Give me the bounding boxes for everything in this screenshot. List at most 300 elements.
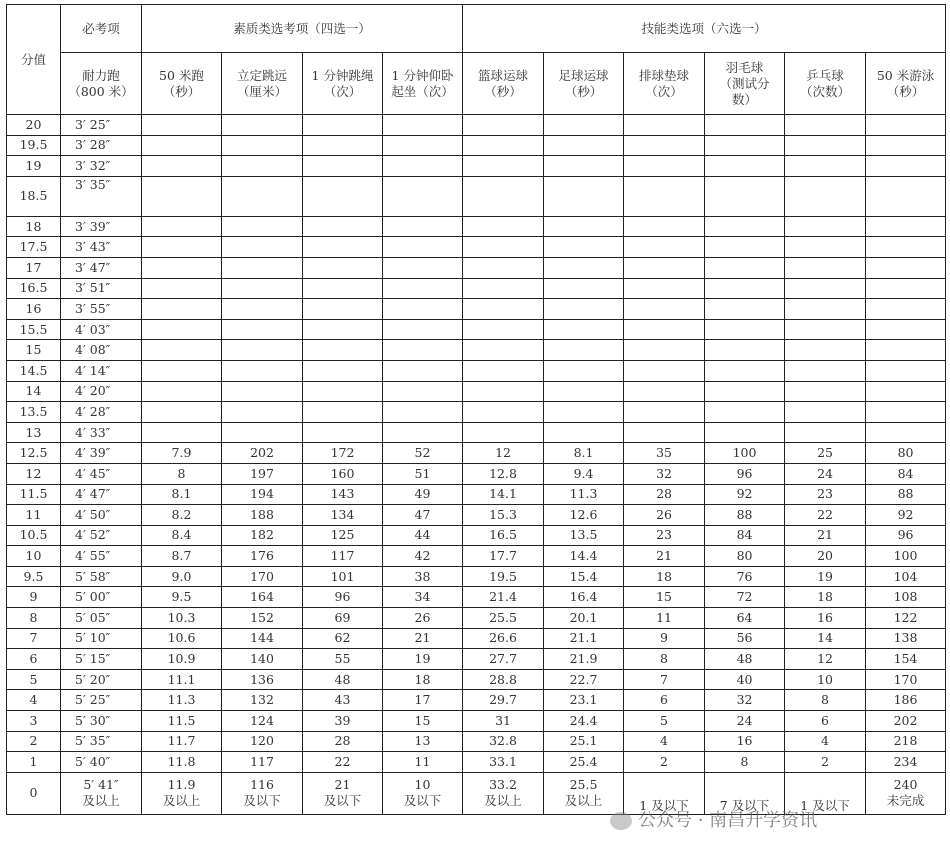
value-cell [624,237,705,258]
value-cell: 202 [222,443,303,464]
column-header [544,53,624,115]
score-cell: 0 [7,772,61,814]
value-cell: 176 [222,546,303,567]
value-cell [705,402,785,423]
watermark [610,806,817,832]
table-row [7,608,946,629]
value-cell [303,381,383,402]
value-cell: 22 [303,752,383,773]
value-cell: 14 [785,628,866,649]
run-time-cell: 4′ 39″ [61,443,142,464]
value-cell [544,176,624,216]
table-body [7,115,946,815]
value-cell [624,278,705,299]
value-cell [544,115,624,136]
value-cell: 42 [383,546,463,567]
run-time-cell: 3′ 47″ [61,257,142,278]
value-cell: 39 [303,711,383,732]
value-cell: 96 [866,525,946,546]
value-cell [142,402,222,423]
threshold-note: 未完成 [886,793,925,809]
value-cell [463,340,544,361]
column-header-line: （秒） [564,83,603,99]
value-cell [866,340,946,361]
table-row [7,546,946,567]
value-cell: 96 [705,463,785,484]
value-cell: 38 [383,566,463,587]
value-cell [544,216,624,237]
value-cell: 9.4 [544,463,624,484]
table-row [7,484,946,505]
value-cell: 25.1 [544,731,624,752]
value-cell: 14.4 [544,546,624,567]
value-cell [705,216,785,237]
value-cell [544,340,624,361]
value-cell: 8 [705,752,785,773]
value-cell [303,319,383,340]
threshold-value: 240 [893,777,918,793]
value-cell [463,216,544,237]
value-cell [463,257,544,278]
score-cell: 14 [7,381,61,402]
value-cell [544,381,624,402]
value-cell: 43 [303,690,383,711]
value-cell [463,772,544,814]
value-cell: 7 [624,669,705,690]
value-cell [383,319,463,340]
value-cell [705,176,785,216]
value-cell: 62 [303,628,383,649]
column-header [785,53,866,115]
value-cell: 8.1 [544,443,624,464]
score-cell: 17 [7,257,61,278]
column-header-row [7,53,946,115]
value-cell: 14.1 [463,484,544,505]
value-cell [303,115,383,136]
value-cell [866,422,946,443]
value-cell [785,237,866,258]
threshold-note: 及以下 [323,793,362,809]
value-cell: 9.5 [142,587,222,608]
value-cell: 197 [222,463,303,484]
value-cell: 25.5 [463,608,544,629]
value-cell: 15 [383,711,463,732]
column-header-line: 起坐（次） [391,83,454,99]
run-time-cell: 4′ 08″ [61,340,142,361]
value-cell: 136 [222,669,303,690]
threshold-note: 及以上 [162,793,201,809]
value-cell: 7.9 [142,443,222,464]
value-cell: 188 [222,505,303,526]
run-time-cell: 4′ 55″ [61,546,142,567]
value-cell: 88 [866,484,946,505]
score-cell: 13 [7,422,61,443]
value-cell: 32.8 [463,731,544,752]
score-cell: 15 [7,340,61,361]
score-cell: 19 [7,156,61,177]
value-cell [383,299,463,320]
value-cell [866,237,946,258]
run-time-cell: 5′ 05″ [61,608,142,629]
value-cell: 12 [463,443,544,464]
value-cell: 24 [705,711,785,732]
value-cell [624,381,705,402]
value-cell [222,135,303,156]
value-cell [142,340,222,361]
score-cell: 1 [7,752,61,773]
value-cell [866,299,946,320]
value-cell [383,135,463,156]
table-row [7,628,946,649]
run-time-cell: 4′ 28″ [61,402,142,423]
value-cell: 8.2 [142,505,222,526]
value-cell [624,257,705,278]
value-cell: 234 [866,752,946,773]
value-cell [303,772,383,814]
run-time-cell: 4′ 47″ [61,484,142,505]
value-cell [785,156,866,177]
column-header-line: 篮球运球 [478,67,529,83]
value-cell [866,772,946,814]
value-cell: 6 [785,711,866,732]
value-cell: 21 [785,525,866,546]
column-header-line: 耐力跑 [82,67,120,83]
value-cell [544,156,624,177]
value-cell: 15.3 [463,505,544,526]
value-cell: 8.7 [142,546,222,567]
value-cell: 11.1 [142,669,222,690]
value-cell [383,340,463,361]
value-cell [383,278,463,299]
threshold-note: 及以上 [82,793,120,809]
run-time-cell: 5′ 30″ [61,711,142,732]
value-cell [624,176,705,216]
header-skill-group: 技能类选项（六选一） [463,5,946,53]
value-cell [705,340,785,361]
value-cell [785,402,866,423]
column-header [624,53,705,115]
value-cell: 8 [142,463,222,484]
value-cell [142,772,222,814]
value-cell [142,299,222,320]
value-cell [222,216,303,237]
table-row [7,115,946,136]
value-cell: 64 [705,608,785,629]
table-row [7,402,946,423]
score-cell: 7 [7,628,61,649]
value-cell: 23 [624,525,705,546]
value-cell [303,422,383,443]
value-cell [142,381,222,402]
value-cell: 28.8 [463,669,544,690]
value-cell [222,237,303,258]
value-cell [463,237,544,258]
run-time-cell: 4′ 14″ [61,360,142,381]
value-cell: 17 [383,690,463,711]
value-cell: 92 [866,505,946,526]
value-cell: 32 [624,463,705,484]
table-row [7,669,946,690]
column-header-line: 1 分钟仰卧 [391,67,454,83]
value-cell: 170 [222,566,303,587]
value-cell [303,340,383,361]
value-cell: 182 [222,525,303,546]
value-cell: 11 [624,608,705,629]
value-cell: 140 [222,649,303,670]
column-header-line: （秒） [484,83,522,99]
value-cell: 144 [222,628,303,649]
value-cell [303,402,383,423]
value-cell: 26 [383,608,463,629]
value-cell: 20.1 [544,608,624,629]
value-cell [222,257,303,278]
column-header [61,53,142,115]
table-row [7,216,946,237]
wechat-icon [610,812,632,830]
value-cell: 172 [303,443,383,464]
run-time-cell: 4′ 45″ [61,463,142,484]
value-cell [142,176,222,216]
value-cell: 15 [624,587,705,608]
value-cell [383,360,463,381]
column-header [142,53,222,115]
run-time-cell: 5′ 58″ [61,566,142,587]
run-time-cell: 5′ 35″ [61,731,142,752]
column-header-line: （次数） [800,83,851,99]
value-cell: 2 [624,752,705,773]
value-cell [303,360,383,381]
value-cell [785,422,866,443]
value-cell: 76 [705,566,785,587]
value-cell [544,319,624,340]
value-cell [785,381,866,402]
threshold-note: 及以下 [243,793,281,809]
value-cell: 19 [383,649,463,670]
value-cell [142,216,222,237]
value-cell: 11.3 [142,690,222,711]
table-row [7,525,946,546]
value-cell [544,422,624,443]
table-row [7,278,946,299]
run-time-cell: 3′ 43″ [61,237,142,258]
column-header-line: 足球运球 [558,67,609,83]
threshold-value: 21 [334,777,351,793]
value-cell: 35 [624,443,705,464]
column-header-line: 数） [732,91,758,107]
value-cell: 80 [866,443,946,464]
value-cell [705,278,785,299]
value-cell [705,115,785,136]
value-cell: 12.6 [544,505,624,526]
run-time-cell: 3′ 28″ [61,135,142,156]
value-cell: 72 [705,587,785,608]
value-cell [624,135,705,156]
run-time-cell: 5′ 20″ [61,669,142,690]
score-cell: 17.5 [7,237,61,258]
value-cell: 100 [705,443,785,464]
column-header [866,53,946,115]
value-cell [383,381,463,402]
value-cell: 4 [785,731,866,752]
value-cell [303,257,383,278]
value-cell: 125 [303,525,383,546]
score-cell: 18 [7,216,61,237]
value-cell [383,257,463,278]
value-cell [866,216,946,237]
value-cell [463,360,544,381]
value-cell: 84 [705,525,785,546]
header-fitness-group: 素质类选考项（四选一） [142,5,463,53]
value-cell: 48 [303,669,383,690]
value-cell: 202 [866,711,946,732]
table-row [7,566,946,587]
threshold-value: 33.2 [489,777,517,793]
value-cell: 25 [785,443,866,464]
value-cell [705,156,785,177]
value-cell: 19.5 [463,566,544,587]
value-cell [866,360,946,381]
value-cell: 170 [866,669,946,690]
value-cell [303,176,383,216]
value-cell [303,135,383,156]
column-header-line: 50 米跑 [159,67,204,83]
threshold-note: 1 及以下 [639,797,689,813]
value-cell: 32 [705,690,785,711]
threshold-note: 1 及以下 [800,797,850,813]
value-cell [866,257,946,278]
value-cell: 48 [705,649,785,670]
value-cell [142,115,222,136]
value-cell [785,278,866,299]
value-cell [866,156,946,177]
threshold-note: 及以上 [564,793,603,809]
score-cell: 12.5 [7,443,61,464]
value-cell [142,319,222,340]
score-cell: 19.5 [7,135,61,156]
run-time-cell: 3′ 35″ [61,176,142,216]
value-cell [624,156,705,177]
value-cell: 11.8 [142,752,222,773]
table-row [7,237,946,258]
value-cell [383,156,463,177]
value-cell: 11.5 [142,711,222,732]
value-cell: 29.7 [463,690,544,711]
value-cell [222,422,303,443]
column-header [222,53,303,115]
value-cell: 22.7 [544,669,624,690]
value-cell: 47 [383,505,463,526]
score-cell: 9.5 [7,566,61,587]
score-cell: 20 [7,115,61,136]
value-cell [222,115,303,136]
value-cell [624,402,705,423]
value-cell [785,115,866,136]
table-row [7,340,946,361]
column-header-line: （测试分 [719,75,770,91]
value-cell: 26.6 [463,628,544,649]
value-cell [705,319,785,340]
value-cell [544,360,624,381]
value-cell: 28 [624,484,705,505]
run-time-cell: 5′ 00″ [61,587,142,608]
value-cell [624,340,705,361]
column-header-line: （厘米） [236,83,287,99]
score-cell: 11 [7,505,61,526]
value-cell [463,135,544,156]
score-cell: 16 [7,299,61,320]
table-row [7,156,946,177]
table-row [7,463,946,484]
value-cell [705,299,785,320]
value-cell [866,135,946,156]
value-cell: 96 [303,587,383,608]
value-cell [222,156,303,177]
value-cell: 154 [866,649,946,670]
table-row [7,299,946,320]
value-cell [866,381,946,402]
value-cell: 152 [222,608,303,629]
value-cell [705,237,785,258]
watermark-text: 公众号 · 南昌升学资讯 [638,810,818,831]
value-cell [463,115,544,136]
value-cell: 143 [303,484,383,505]
value-cell [624,422,705,443]
table-row [7,587,946,608]
threshold-value: 25.5 [569,777,598,793]
table-row [7,176,946,216]
value-cell [785,257,866,278]
value-cell: 34 [383,587,463,608]
value-cell [142,135,222,156]
value-cell [544,257,624,278]
value-cell: 2 [785,752,866,773]
value-cell: 15.4 [544,566,624,587]
value-cell [142,156,222,177]
value-cell [785,299,866,320]
value-cell: 100 [866,546,946,567]
value-cell: 44 [383,525,463,546]
score-cell: 12 [7,463,61,484]
value-cell: 8.4 [142,525,222,546]
value-cell [383,237,463,258]
value-cell: 40 [705,669,785,690]
table-row [7,443,946,464]
value-cell: 8.1 [142,484,222,505]
value-cell: 24 [785,463,866,484]
value-cell [222,340,303,361]
column-header-line: （秒） [162,83,201,99]
value-cell [624,299,705,320]
run-time-cell: 4′ 03″ [61,319,142,340]
value-cell [785,340,866,361]
value-cell: 11.7 [142,731,222,752]
value-cell: 52 [383,443,463,464]
column-header [383,53,463,115]
value-cell: 56 [705,628,785,649]
value-cell [463,156,544,177]
value-cell [463,381,544,402]
value-cell: 11.3 [544,484,624,505]
value-cell: 92 [705,484,785,505]
column-header-line: （800 米） [68,83,134,99]
value-cell: 25.4 [544,752,624,773]
column-header-line: 1 分钟跳绳 [311,67,374,83]
score-cell: 16.5 [7,278,61,299]
value-cell: 117 [222,752,303,773]
value-cell [866,278,946,299]
value-cell [785,360,866,381]
score-table [6,4,946,815]
